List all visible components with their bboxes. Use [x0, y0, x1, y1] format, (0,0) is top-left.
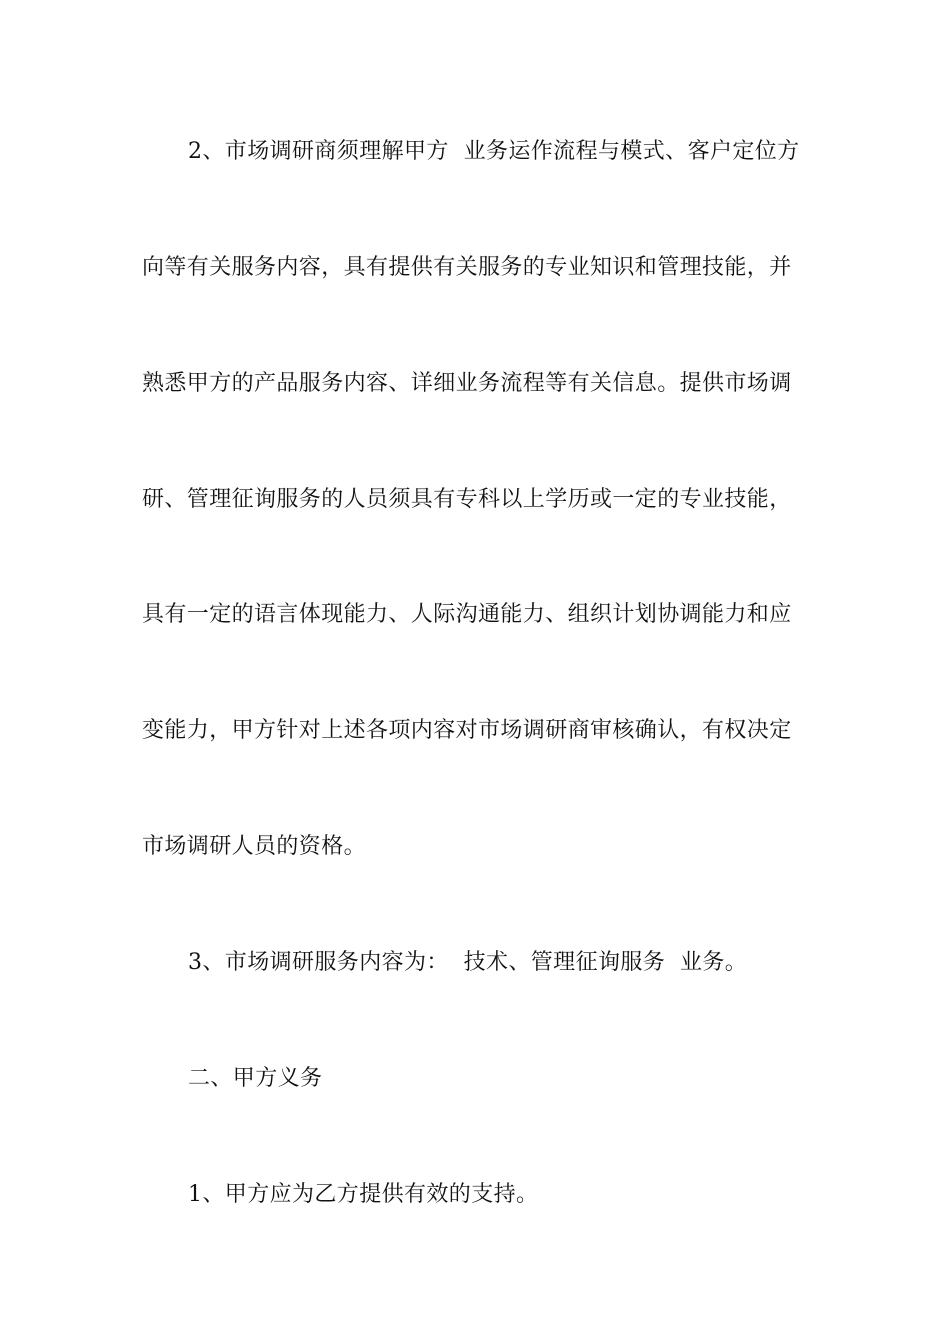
paragraph-line: 市场调研人员的资格。: [142, 834, 367, 859]
paragraph-line: 变能力，甲方针对上述各项内容对市场调研商审核确认，有权决定: [142, 718, 792, 743]
section-heading: 二、甲方义务: [188, 1066, 323, 1091]
paragraph-line: 具有一定的语言体现能力、人际沟通能力、组织计划协调能力和应: [142, 602, 792, 627]
paragraph-line: 熟悉甲方的产品服务内容、详细业务流程等有关信息。提供市场调: [142, 371, 792, 396]
paragraph-line: 1、甲方应为乙方提供有效的支持。: [188, 1182, 539, 1207]
paragraph-line: 3、市场调研服务内容为： 技术、管理征询服务 业务。: [188, 950, 748, 975]
paragraph-line: 2、市场调研商须理解甲方 业务运作流程与模式、客户定位方: [188, 139, 800, 164]
paragraph-line: 向等有关服务内容，具有提供有关服务的专业知识和管理技能，并: [142, 255, 792, 280]
paragraph-line: 研、管理征询服务的人员须具有专科以上学历或一定的专业技能，: [142, 487, 792, 512]
